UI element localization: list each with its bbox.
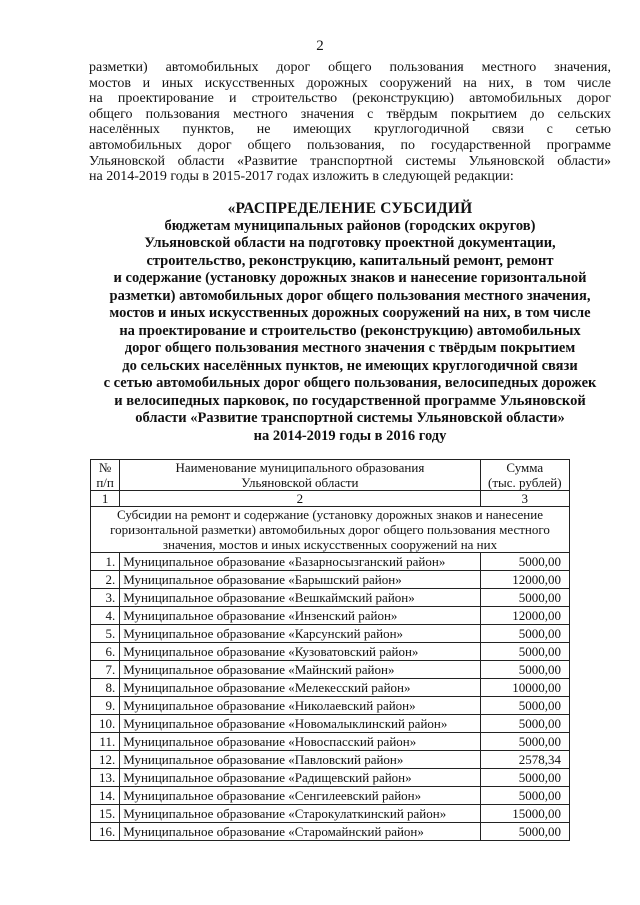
row-number: 1. xyxy=(91,553,120,571)
row-sum: 5000,00 xyxy=(480,769,569,787)
page-number: 2 xyxy=(316,38,324,54)
row-sum: 12000,00 xyxy=(480,607,569,625)
row-name: Муниципальное образование «Николаевский район» xyxy=(120,697,480,715)
table-row xyxy=(91,553,570,571)
row-name: Муниципальное образование «Мелекесский район» xyxy=(120,679,480,697)
table-header-row xyxy=(91,460,570,491)
table-index-row xyxy=(91,491,570,507)
table-row xyxy=(91,787,570,805)
header-sum-line1: Сумма xyxy=(506,460,544,475)
table-row xyxy=(91,733,570,751)
subsidy-table xyxy=(90,459,570,841)
row-name: Муниципальное образование «Старокулаткинский район» xyxy=(120,805,480,823)
heading-line: на проектирование и строительство (реконструкцию) автомобильных xyxy=(119,322,581,339)
row-sum: 10000,00 xyxy=(480,679,569,697)
table-row xyxy=(91,769,570,787)
table-row xyxy=(91,805,570,823)
row-number: 3. xyxy=(91,589,120,607)
row-name: Муниципальное образование «Барышский район» xyxy=(120,571,480,589)
row-name: Муниципальное образование «Новоспасский район» xyxy=(120,733,480,751)
header-number-cell xyxy=(91,460,120,491)
row-sum: 5000,00 xyxy=(480,733,569,751)
index-cell: 3 xyxy=(480,491,569,507)
table-row xyxy=(91,823,570,841)
row-name: Муниципальное образование «Кузоватовский район» xyxy=(120,643,480,661)
row-name: Муниципальное образование «Майнский район» xyxy=(120,661,480,679)
row-number: 9. xyxy=(91,697,120,715)
table-row xyxy=(91,643,570,661)
header-sum-cell xyxy=(480,460,569,491)
header-number-line2: п/п xyxy=(96,475,114,490)
intro-line: автомобильных дорог общего пользования, по государственной программе xyxy=(89,137,611,153)
heading-title: «РАСПРЕДЕЛЕНИЕ СУБСИДИЙ xyxy=(227,200,473,217)
intro-line: населённых пунктов, не имеющих круглогодичной связи с сетью xyxy=(89,122,611,138)
table-section-row xyxy=(91,507,570,553)
table-row xyxy=(91,661,570,679)
table-row xyxy=(91,571,570,589)
row-name: Муниципальное образование «Сенгилеевский район» xyxy=(120,787,480,805)
header-sum-line2: (тыс. рублей) xyxy=(488,475,562,490)
row-sum: 15000,00 xyxy=(480,805,569,823)
row-number: 7. xyxy=(91,661,120,679)
heading-line: разметки) автомобильных дорог общего пользования местного значения, xyxy=(109,287,591,304)
row-name: Муниципальное образование «Старомайнский район» xyxy=(120,823,480,841)
row-sum: 5000,00 xyxy=(480,697,569,715)
index-cell: 2 xyxy=(120,491,480,507)
section-title: Субсидии на ремонт и содержание (установку дорожных знаков и нанесение горизонтальной разметки) автомобильных дорог общего пользования местного значения, мостов и иных искусственных сооружений на них xyxy=(91,507,570,553)
index-cell: 1 xyxy=(91,491,120,507)
table-row xyxy=(91,715,570,733)
row-name: Муниципальное образование «Вешкаймский район» xyxy=(120,589,480,607)
row-sum: 12000,00 xyxy=(480,571,569,589)
heading-line: и содержание (установку дорожных знаков и нанесение горизонтальной xyxy=(113,270,587,286)
row-name: Муниципальное образование «Радищевский район» xyxy=(120,769,480,787)
row-number: 13. xyxy=(91,769,120,787)
heading-line: бюджетам муниципальных районов (городских округов) xyxy=(164,217,536,234)
row-number: 11. xyxy=(91,733,120,751)
row-sum: 5000,00 xyxy=(480,787,569,805)
row-name: Муниципальное образование «Базарносызганский район» xyxy=(120,553,480,571)
row-name: Муниципальное образование «Новомалыклинский район» xyxy=(120,715,480,733)
intro-line: разметки) автомобильных дорог общего пользования местного значения, xyxy=(89,60,611,75)
row-name: Муниципальное образование «Инзенский район» xyxy=(120,607,480,625)
heading-line: дорог общего пользования местного значения с твёрдым покрытием xyxy=(124,340,576,356)
heading-line: мостов и иных искусственных дорожных сооружений на них, в том числе xyxy=(109,305,591,321)
row-number: 6. xyxy=(91,643,120,661)
heading-line: Ульяновской области на подготовку проектной документации, xyxy=(144,235,556,251)
intro-line: общего пользования местного значения с твёрдым покрытием до сельских xyxy=(89,106,611,122)
heading-line: области «Развитие транспортной системы Ульяновской области» xyxy=(135,410,565,426)
row-sum: 5000,00 xyxy=(480,589,569,607)
row-sum: 5000,00 xyxy=(480,643,569,661)
row-number: 2. xyxy=(91,571,120,589)
intro-line: на 2014-2019 годы в 2015-2017 годах изложить в следующей редакции: xyxy=(89,169,514,185)
intro-line: Ульяновской области «Развитие транспортной системы Ульяновской области» xyxy=(89,153,611,169)
row-sum: 5000,00 xyxy=(480,661,569,679)
heading-line: и велосипедных парковок, по государственной программе Ульяновской xyxy=(114,392,586,409)
table-row xyxy=(91,625,570,643)
intro-paragraph xyxy=(89,60,611,185)
row-number: 5. xyxy=(91,625,120,643)
row-number: 10. xyxy=(91,715,120,733)
heading-line: на 2014-2019 годы в 2016 году xyxy=(253,427,447,444)
row-number: 16. xyxy=(91,823,120,841)
intro-line: на проектирование и строительство (реконструкцию) автомобильных дорог xyxy=(89,91,611,107)
intro-line: мостов и иных искусственных дорожных сооружений на них, в том числе xyxy=(89,75,611,91)
table-row xyxy=(91,589,570,607)
row-number: 8. xyxy=(91,679,120,697)
header-name-cell xyxy=(120,460,480,491)
row-number: 4. xyxy=(91,607,120,625)
row-name: Муниципальное образование «Карсунский район» xyxy=(120,625,480,643)
row-sum: 5000,00 xyxy=(480,715,569,733)
header-name-line1: Наименование муниципального образования xyxy=(175,460,425,475)
header-number-line1: № xyxy=(98,460,112,475)
row-sum: 5000,00 xyxy=(480,823,569,841)
row-number: 15. xyxy=(91,805,120,823)
row-name: Муниципальное образование «Павловский район» xyxy=(120,751,480,769)
row-sum: 5000,00 xyxy=(480,553,569,571)
table-row xyxy=(91,751,570,769)
header-name-line2: Ульяновской области xyxy=(241,475,359,490)
heading-line: строительство, реконструкцию, капитальный ремонт, ремонт xyxy=(146,252,554,269)
row-number: 14. xyxy=(91,787,120,805)
table-row xyxy=(91,679,570,697)
table-row xyxy=(91,607,570,625)
table-row xyxy=(91,697,570,715)
row-sum: 5000,00 xyxy=(480,625,569,643)
row-sum: 2578,34 xyxy=(480,751,569,769)
row-number: 12. xyxy=(91,751,120,769)
heading-line: до сельских населённых пунктов, не имеющих круглогодичной связи xyxy=(122,357,578,374)
document-heading xyxy=(80,200,620,445)
heading-line: с сетью автомобильных дорог общего пользования, велосипедных дорожек xyxy=(103,375,597,391)
